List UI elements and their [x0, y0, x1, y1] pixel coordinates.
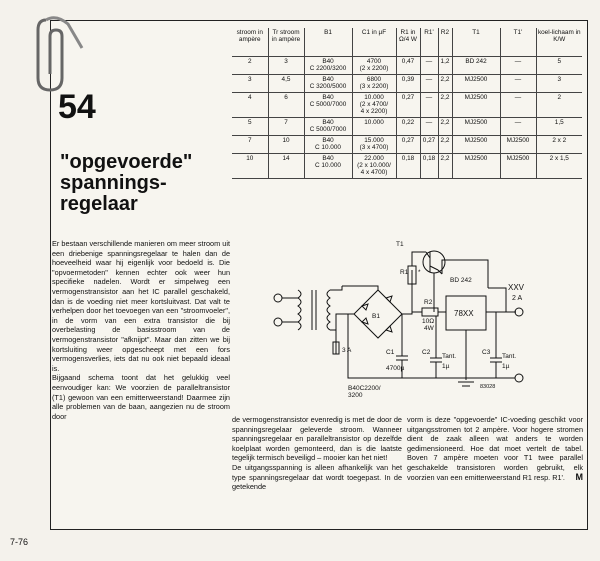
body-paragraph: De uitgangsspanning is alleen afhankelijk van het type spanningsregelaar dat wordt toegepast. In de getekende — [232, 462, 402, 492]
body-column-2 — [232, 415, 402, 525]
table-header-cell: koel-lichaam in K/W — [536, 28, 582, 56]
table-cell: 4700 (2 x 2200) — [352, 56, 396, 74]
table-header-cell: R1' — [420, 28, 438, 56]
table-cell: — — [500, 74, 536, 92]
circuit-schematic — [236, 230, 582, 410]
table-cell: — — [500, 56, 536, 74]
c2-capacitor-icon — [430, 358, 442, 362]
table-cell: MJ2500 — [452, 117, 500, 135]
body-paragraph: Bijgaand schema toont dat het gelukkig veel eenvoudiger kan: We voorzien de paralleltransistor (T1) gewoon van een emitterweerstand! Daarmee zijn alle problemen van de baan, aangezien nu de stroom door — [52, 373, 230, 421]
body-paragraph: de vermogenstransistor evenredig is met de door de spanningsregelaar geleverde stroom. Wanneer spanningsregelaar en paralleltransistor op dezelfde koelplaat worden gemonteerd, dan is die laatste tegelijk termisch beveiligd – mooier kan het niet! — [232, 415, 402, 463]
table-cell: 0,27 — [396, 135, 420, 153]
output-voltage-label: XXV — [508, 283, 525, 292]
c2-value-label: 1µ — [442, 363, 450, 370]
table-header-cell: B1 — [304, 28, 352, 56]
table-cell: B40 C 3200/5000 — [304, 74, 352, 92]
c3-capacitor-icon — [490, 358, 502, 362]
ground-terminal-icon — [515, 374, 523, 382]
body-column-3 — [407, 415, 583, 525]
table-cell: B40 C 5000/7000 — [304, 117, 352, 135]
table-cell: 22.000 (2 x 10.000/ 4 x 4700) — [352, 153, 396, 178]
transformer-primary-icon — [298, 290, 301, 330]
table-header-cell: R2 — [438, 28, 452, 56]
table-cell: 4 — [232, 92, 268, 117]
table-header-row — [232, 28, 582, 56]
article-number: 54 — [58, 88, 96, 126]
regulator-label: 78XX — [454, 309, 474, 318]
r2-resistor-icon — [422, 308, 438, 316]
table-header-cell: T1' — [500, 28, 536, 56]
table-cell: 2,2 — [438, 92, 452, 117]
table-cell: 0,22 — [396, 117, 420, 135]
table-header-cell: stroom in ampère — [232, 28, 268, 56]
table-cell: MJ2500 — [452, 74, 500, 92]
body-text: vorm is deze "opgevoerde" IC-voeding geschikt voor uitgangsstromen tot 2 ampère. Voor hogere stromen dient de zaak alleen wat anders te worden gedimensioneerd. Hoe dat moet vertelt de tabel. Boven 7 ampère moeten voor T1 twee parallel geschakelde transistoren worden gebruikt, elk voorzien van een emitterweerstand R1 resp. R1'. — [407, 415, 583, 482]
bridge-label: B1 — [372, 313, 380, 320]
table-cell: 2 x 1,5 — [536, 153, 582, 178]
table-cell: — — [420, 74, 438, 92]
paperclip-icon — [28, 8, 88, 98]
title-line: "opgevoerde" — [60, 151, 193, 173]
table-cell: 0,27 — [420, 135, 438, 153]
article-title — [60, 152, 230, 215]
table-cell: — — [420, 92, 438, 117]
table-cell: 6800 (3 x 2200) — [352, 74, 396, 92]
table-header-cell: Tr stroom in ampère — [268, 28, 304, 56]
table-cell: 6 — [268, 92, 304, 117]
table-header-cell: R1 in Ω/4 W — [396, 28, 420, 56]
c3-value-label: 1µ — [502, 363, 510, 370]
table-cell: 10.000 — [352, 117, 396, 135]
fuse-label: 3 A — [342, 347, 352, 354]
table-cell: 0,18 — [396, 153, 420, 178]
c2-label: C2 — [422, 349, 431, 356]
body-column-1 — [52, 239, 230, 525]
c2-type-label: Tant. — [442, 353, 457, 360]
spec-table — [232, 28, 582, 179]
table-cell: 2 — [232, 56, 268, 74]
c3-label: C3 — [482, 349, 491, 356]
table-cell: 0,47 — [396, 56, 420, 74]
table-cell: MJ2500 — [500, 153, 536, 178]
t1-label: T1 — [396, 241, 404, 248]
table-cell: 0,39 — [396, 74, 420, 92]
table-cell: 0,27 — [396, 92, 420, 117]
body-paragraph — [407, 415, 583, 482]
r1-value-label: * — [418, 269, 421, 276]
table-row — [232, 135, 582, 153]
table-cell: — — [420, 117, 438, 135]
r2-value-label: 10Ω — [422, 318, 435, 325]
table-cell: 2,2 — [438, 135, 452, 153]
table-cell: BD 242 — [452, 56, 500, 74]
table-cell: 2 — [536, 92, 582, 117]
table-cell: — — [420, 56, 438, 74]
table-cell: 10 — [268, 135, 304, 153]
r2-power-label: 4W — [424, 325, 434, 332]
table-cell: 2,2 — [438, 74, 452, 92]
table-row — [232, 92, 582, 117]
bridge-type-label: B40C2200/ 3200 — [348, 385, 381, 399]
table-cell: 10.000 (2 x 4700/ 4 x 2200) — [352, 92, 396, 117]
output-current-label: 2 A — [512, 295, 523, 302]
mains-terminal-icon — [274, 318, 282, 326]
table-cell: 3 — [268, 56, 304, 74]
table-cell: MJ2500 — [452, 153, 500, 178]
table-header-cell: T1 — [452, 28, 500, 56]
table-row — [232, 74, 582, 92]
table-cell: 10 — [232, 153, 268, 178]
title-line: spannings- — [60, 172, 167, 194]
table-row — [232, 117, 582, 135]
r1-label: R1 — [400, 269, 409, 276]
table-cell: MJ2500 — [500, 135, 536, 153]
transformer-secondary-icon — [327, 290, 330, 330]
title-line: regelaar — [60, 193, 138, 215]
c1-capacitor-icon — [396, 356, 408, 360]
table-cell: 1,5 — [536, 117, 582, 135]
table-cell: 2,2 — [438, 117, 452, 135]
table-cell: MJ2500 — [452, 92, 500, 117]
t1-type-label: BD 242 — [450, 277, 472, 284]
table-cell: 3 — [232, 74, 268, 92]
table-cell: 15.000 (3 x 4700) — [352, 135, 396, 153]
body-paragraph: Er bestaan verschillende manieren om meer stroom uit een driebenige spanningsregelaar te halen dan de hoeveelheid waar hij eigenlijk voor bedoeld is. Die "opvoermetoden" kennen echter ook weer hun specifieke nadelen. Wordt er simpelweg een vermogenstransistor aan het IC parallel geschakeld, dan is de voeding niet meer kortsluitvast. Dat valt te verhelpen door het toevoegen van een "stroomvoeler", in de vorm van een extra transistor die bij overbelasting de basisstroom van de vermogenstransistor "afknijpt". Maar dan zitten we bij kortsluiting weer opgescheept met een fors vermogensverlies, iets dat nu ook niet bepaald ideaal is. — [52, 239, 230, 373]
table-cell: B40 C 10.000 — [304, 135, 352, 153]
table-cell: — — [500, 117, 536, 135]
r2-label: R2 — [424, 299, 433, 306]
table-row — [232, 153, 582, 178]
table-cell: 1,2 — [438, 56, 452, 74]
mains-terminal-icon — [274, 294, 282, 302]
table-cell: MJ2500 — [452, 135, 500, 153]
output-terminal-icon — [515, 308, 523, 316]
table-cell: 2 x 2 — [536, 135, 582, 153]
table-cell: 14 — [268, 153, 304, 178]
table-cell: B40 C 10.000 — [304, 153, 352, 178]
table-cell: B40 C 2200/3200 — [304, 56, 352, 74]
schematic-ref-label: 83028 — [480, 384, 496, 390]
table-cell: 5 — [232, 117, 268, 135]
table-row — [232, 56, 582, 74]
table-cell: 0,18 — [420, 153, 438, 178]
end-mark: M — [575, 471, 583, 482]
table-cell: 3 — [536, 74, 582, 92]
table-cell: 4,5 — [268, 74, 304, 92]
c1-label: C1 — [386, 349, 395, 356]
table-cell: — — [500, 92, 536, 117]
table-cell: 7 — [268, 117, 304, 135]
c1-value-label: 4700µ — [386, 365, 405, 372]
page-number: 7-76 — [10, 537, 29, 547]
table-header-cell: C1 in µF — [352, 28, 396, 56]
table-cell: B40 C 5000/7000 — [304, 92, 352, 117]
table-cell: 2,2 — [438, 153, 452, 178]
table-cell: 7 — [232, 135, 268, 153]
c3-type-label: Tant. — [502, 353, 517, 360]
table-cell: 5 — [536, 56, 582, 74]
